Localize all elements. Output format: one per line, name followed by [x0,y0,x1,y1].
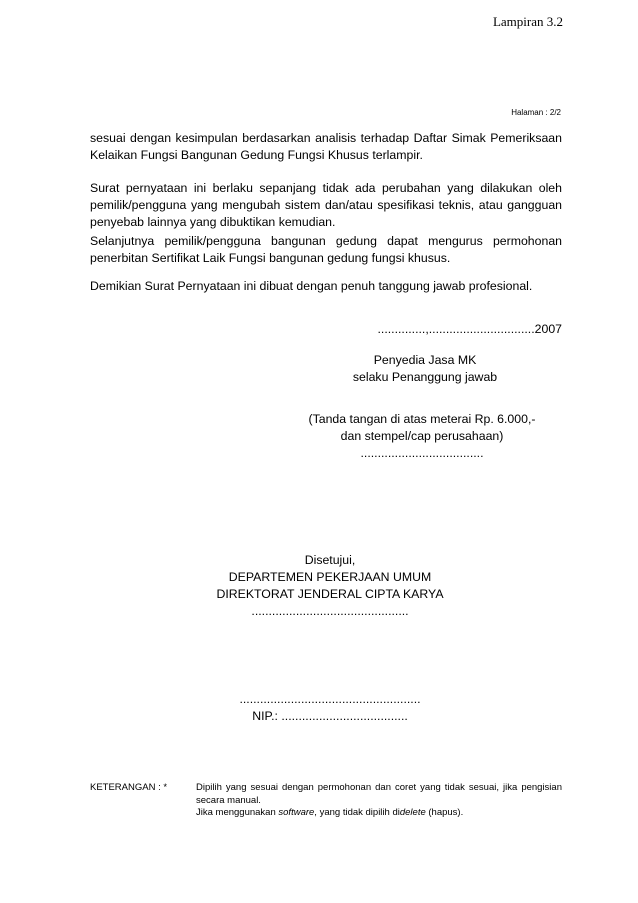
notes-line-2 [196,807,562,820]
appendix-label: Lampiran 3.2 [492,14,563,29]
approval-label: Disetujui, [304,553,356,567]
approval-directorate: DIREKTORAT JENDERAL CIPTA KARYA [216,587,444,601]
paragraph-validity: Surat pernyataan ini berlaku sepanjang tidak ada perubahan yang dilakukan oleh pemilik/pengguna yang mengubah sistem dan/atau spesifikasi teknis, atau gangguan penyebab lainnya yang dibuktikan kemudian. [90,181,562,229]
signature-dots: .................................... [360,446,484,460]
signatory-nip: NIP.: ..................................... [252,709,408,723]
notes-line-2-post: (hapus). [425,807,464,818]
signature-block-provider [300,352,550,386]
approval-signatory [170,691,490,725]
page-number: Halaman : 2/2 [511,108,561,117]
notes-body [196,782,562,820]
stamp-note-line-2: dan stempel/cap perusahaan) [340,429,504,443]
paragraph-conclusion: sesuai dengan kesimpulan berdasarkan analisis terhadap Daftar Simak Pemeriksaan Kelaikan Fungsi Bangunan Gedung Fungsi Khusus terlampir. [90,131,562,162]
provider-role: selaku Penanggung jawab [352,370,498,384]
stamp-note-line-1: (Tanda tangan di atas meterai Rp. 6.000,- [308,412,536,426]
approval-block [170,552,490,620]
date-line: ..............,...............................2007 [377,322,562,336]
notes-line-2-mid: , yang tidak dipilih di [314,807,400,818]
notes-label: KETERANGAN : * [90,782,168,793]
approval-dots: .............................................. [251,604,409,618]
notes-software-term: software [278,807,315,818]
provider-title: Penyedia Jasa MK [373,353,477,367]
paragraph-closing: Demikian Surat Pernyataan ini dibuat dengan penuh tanggung jawab profesional. [90,279,533,293]
notes-line-1: Dipilih yang sesuai dengan permohonan dan coret yang tidak sesuai, jika pengisian secara manual. [196,782,562,806]
signatory-name-dots: ..................................................... [239,692,421,706]
approval-department: DEPARTEMEN PEKERJAAN UMUM [228,570,432,584]
notes-line-2-pre: Jika menggunakan [196,807,279,818]
stamp-note [262,411,582,462]
notes-delete-term: delete [399,807,426,818]
paragraph-next-steps: Selanjutnya pemilik/pengguna bangunan gedung dapat mengurus permohonan penerbitan Sertifikat Laik Fungsi bangunan gedung fungsi khusus. [90,234,562,265]
